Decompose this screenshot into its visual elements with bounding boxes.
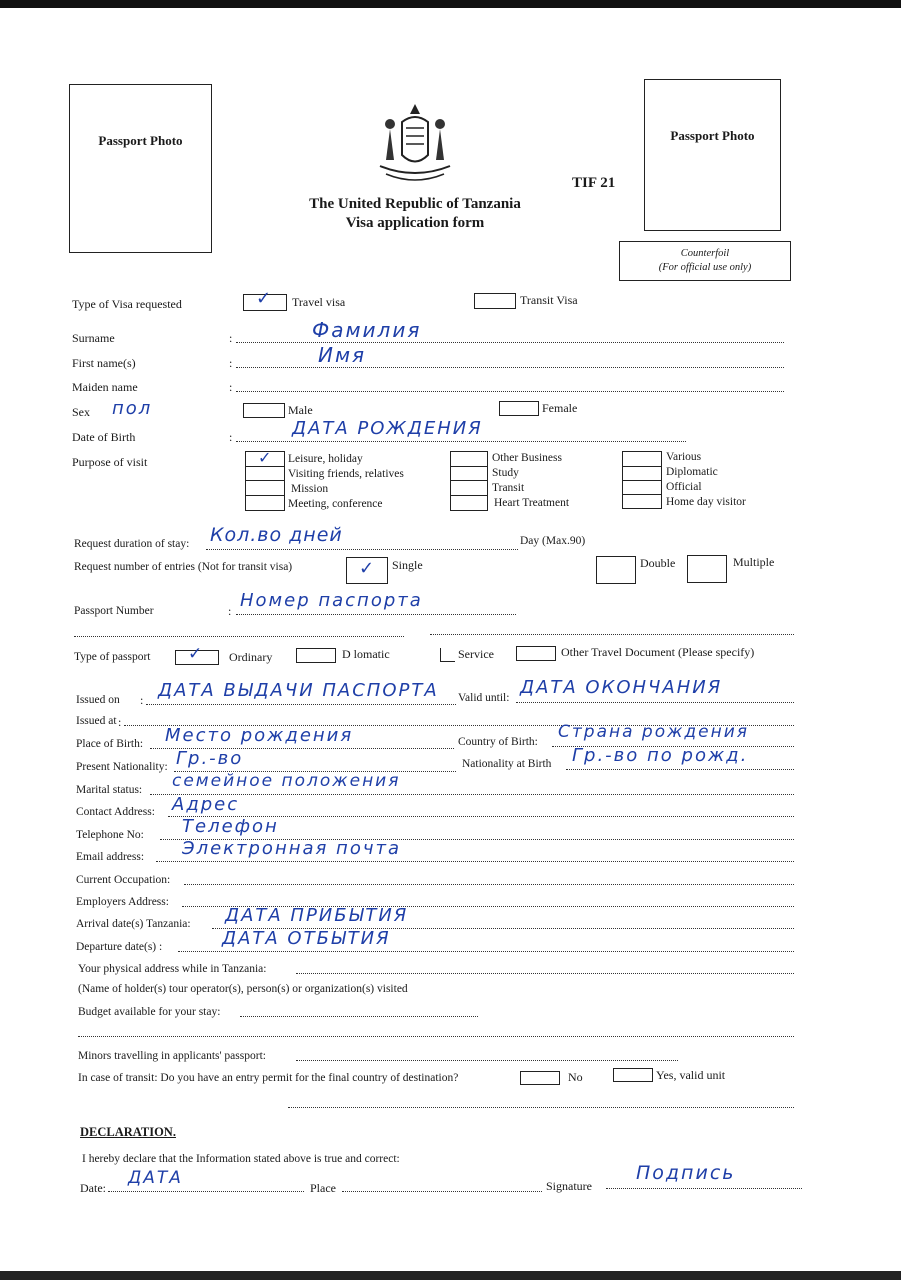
check-mark-icon: ✓ [359, 558, 375, 579]
departure-value[interactable]: ДАТА ОТБЫТИЯ [222, 928, 391, 949]
valid-until-label: Valid until: [458, 692, 510, 704]
travel-visa-label: Travel visa [292, 295, 346, 309]
purpose-meeting: Meeting, conference [288, 498, 383, 510]
marital-status-value[interactable]: семейное положения [172, 771, 401, 791]
check-mark-icon: ✓ [256, 288, 272, 309]
purpose-mission: Mission [291, 483, 329, 495]
signature-line [606, 1188, 802, 1189]
dob-line [236, 441, 686, 442]
sex-label: Sex [72, 405, 90, 419]
purpose-heart-treatment: Heart Treatment [494, 497, 570, 509]
purpose-checkbox-group-2 [450, 451, 488, 511]
tour-operator-label: (Name of holder(s) tour operator(s), person(s) or organization(s) visited [78, 983, 408, 995]
form-title: The United Republic of Tanzania [309, 196, 521, 212]
colon: : [118, 715, 122, 729]
colon: : [229, 356, 233, 370]
place-of-birth-label: Place of Birth: [76, 738, 144, 750]
budget-line-2 [78, 1036, 794, 1037]
female-checkbox[interactable] [499, 401, 539, 416]
nationality-label: Present Nationality: [76, 761, 168, 773]
declaration-heading: DECLARATION. [80, 1125, 176, 1139]
diplomatic-checkbox[interactable] [296, 648, 336, 663]
departure-line [178, 951, 794, 952]
check-mark-icon: ✓ [258, 448, 272, 467]
nationality-at-birth-label: Nationality at Birth [462, 758, 552, 770]
transit-yes-label: Yes, valid unit [656, 1068, 726, 1082]
purpose-checkbox-group-3 [622, 451, 662, 509]
date-line [108, 1191, 304, 1192]
transit-visa-checkbox[interactable] [474, 293, 516, 309]
transit-no-label: No [568, 1070, 583, 1084]
purpose-checkbox-group-1 [245, 448, 285, 511]
contact-address-value[interactable]: Адрес [172, 794, 240, 815]
ordinary-checkbox[interactable] [175, 644, 219, 665]
firstname-line [236, 367, 784, 368]
departure-label: Departure date(s) : [76, 941, 163, 953]
valid-until-line [516, 702, 794, 703]
scan-bottom-edge [0, 1271, 901, 1280]
purpose-leisure: Leisure, holiday [288, 453, 363, 465]
place-of-birth-value[interactable]: Место рождения [165, 725, 354, 746]
duration-line [206, 549, 518, 550]
declaration-statement: I hereby declare that the Information stated above is true and correct: [82, 1153, 400, 1165]
signature-label: Signature [546, 1179, 592, 1193]
contact-address-label: Contact Address: [76, 806, 155, 818]
sex-value[interactable]: пол [112, 398, 153, 419]
surname-label: Surname [72, 331, 115, 345]
counterfoil-box [619, 241, 791, 281]
form-subtitle: Visa application form [345, 215, 485, 231]
purpose-transit: Transit [492, 482, 525, 494]
firstname-label: First name(s) [72, 356, 136, 370]
date-value[interactable]: ДАТА [128, 1168, 183, 1188]
passport-photo-box-left [69, 84, 212, 253]
service-checkbox[interactable] [440, 648, 455, 662]
travel-visa-checkbox[interactable] [243, 288, 287, 311]
colon: : [229, 430, 233, 444]
duration-label: Request duration of stay: [74, 538, 190, 550]
colon: : [140, 693, 144, 707]
passport-number-line [236, 614, 516, 615]
budget-label: Budget available for your stay: [78, 1006, 221, 1018]
purpose-study: Study [492, 467, 519, 479]
extra-line-left [74, 636, 404, 637]
place-line [342, 1191, 542, 1192]
service-label: Service [458, 647, 494, 661]
visa-type-label: Type of Visa requested [72, 297, 182, 311]
physical-address-line [296, 973, 794, 974]
multiple-label: Multiple [733, 555, 775, 569]
passport-type-label: Type of passport [74, 651, 151, 663]
transit-visa-label: Transit Visa [520, 293, 578, 307]
other-document-label: Other Travel Document (Please specify) [561, 645, 755, 659]
telephone-label: Telephone No: [76, 829, 144, 841]
place-label: Place [310, 1181, 336, 1195]
country-of-birth-label: Country of Birth: [458, 736, 538, 748]
occupation-label: Current Occupation: [76, 874, 171, 886]
signature-value[interactable]: Подпись [636, 1162, 736, 1184]
ordinary-label: Ordinary [229, 650, 273, 664]
colon: : [228, 604, 232, 618]
colon: : [229, 331, 233, 345]
transit-yes-checkbox[interactable] [613, 1068, 653, 1082]
date-label: Date: [80, 1181, 106, 1195]
nationality-at-birth-line [566, 769, 794, 770]
surname-value[interactable]: Фамилия [312, 318, 422, 342]
email-value[interactable]: Электронная почта [182, 838, 401, 859]
transit-permit-label: In case of transit: Do you have an entry permit for the final country of destination? [78, 1072, 459, 1084]
issued-on-line [146, 704, 456, 705]
issued-on-label: Issued on [76, 694, 120, 706]
valid-until-value[interactable]: ДАТА ОКОНЧАНИЯ [520, 677, 723, 698]
colon: : [229, 380, 233, 394]
check-mark-icon: ✓ [188, 644, 203, 664]
entries-label: Request number of entries (Not for transit visa) [74, 561, 293, 573]
transit-no-checkbox[interactable] [520, 1071, 560, 1085]
marital-status-line [150, 794, 794, 795]
purpose-label: Purpose of visit [72, 455, 148, 469]
single-entry-checkbox[interactable] [346, 557, 388, 584]
duration-suffix: Day (Max.90) [520, 535, 586, 547]
diplomatic-label: D lomatic [342, 647, 390, 661]
form-code: TIF 21 [572, 175, 616, 191]
occupation-line [184, 884, 794, 885]
telephone-value[interactable]: Телефон [182, 816, 279, 837]
marital-status-label: Marital status: [76, 784, 143, 796]
country-of-birth-value[interactable]: Страна рождения [558, 722, 750, 742]
photo-label-right: Passport Photo [670, 128, 755, 143]
minors-label: Minors travelling in applicants' passport: [78, 1050, 266, 1062]
budget-line [240, 1016, 478, 1017]
photo-label-left: Passport Photo [98, 133, 183, 148]
male-label: Male [288, 403, 313, 417]
nationality-value[interactable]: Гр.-во [176, 748, 244, 769]
purpose-various: Various [666, 451, 702, 463]
firstname-value[interactable]: Имя [318, 343, 367, 367]
passport-number-value[interactable]: Номер паспорта [240, 590, 423, 611]
transit-detail-line [288, 1107, 794, 1108]
double-entry-checkbox[interactable] [596, 556, 636, 584]
purpose-official: Official [666, 481, 702, 493]
passport-photo-box-right [644, 79, 781, 231]
arrival-value[interactable]: ДАТА ПРИБЫТИЯ [225, 905, 409, 926]
other-document-checkbox[interactable] [516, 646, 556, 661]
male-checkbox[interactable] [243, 403, 285, 418]
email-line [156, 861, 794, 862]
purpose-other-business: Other Business [492, 452, 562, 464]
employers-address-label: Employers Address: [76, 896, 169, 908]
coat-of-arms-emblem [372, 100, 458, 188]
duration-value[interactable]: Кол.во дней [210, 524, 343, 546]
dob-label: Date of Birth [72, 430, 136, 444]
physical-address-label: Your physical address while in Tanzania: [78, 963, 267, 975]
email-label: Email address: [76, 851, 145, 863]
maiden-name-line [236, 391, 784, 392]
counterfoil-label: Counterfoil [680, 248, 730, 259]
issued-at-label: Issued at [76, 715, 117, 727]
counterfoil-note: (For official use only) [658, 262, 752, 273]
double-label: Double [640, 556, 676, 570]
purpose-diplomatic: Diplomatic [666, 466, 718, 478]
purpose-visiting: Visiting friends, relatives [288, 468, 404, 480]
single-label: Single [392, 558, 423, 572]
nationality-at-birth-value[interactable]: Гр.-во по рожд. [572, 745, 749, 766]
female-label: Female [542, 401, 578, 415]
dob-value[interactable]: ДАТА РОЖДЕНИЯ [292, 418, 483, 439]
multiple-entry-checkbox[interactable] [687, 555, 727, 583]
maiden-name-label: Maiden name [72, 380, 138, 394]
extra-line-right [430, 634, 794, 635]
passport-number-label: Passport Number [74, 605, 154, 617]
arrival-label: Arrival date(s) Tanzania: [76, 918, 191, 930]
purpose-home-day: Home day visitor [666, 496, 746, 508]
scan-top-edge [0, 0, 901, 8]
issued-on-value[interactable]: ДАТА ВЫДАЧИ ПАСПОРТА [158, 680, 439, 701]
minors-line [296, 1060, 678, 1061]
